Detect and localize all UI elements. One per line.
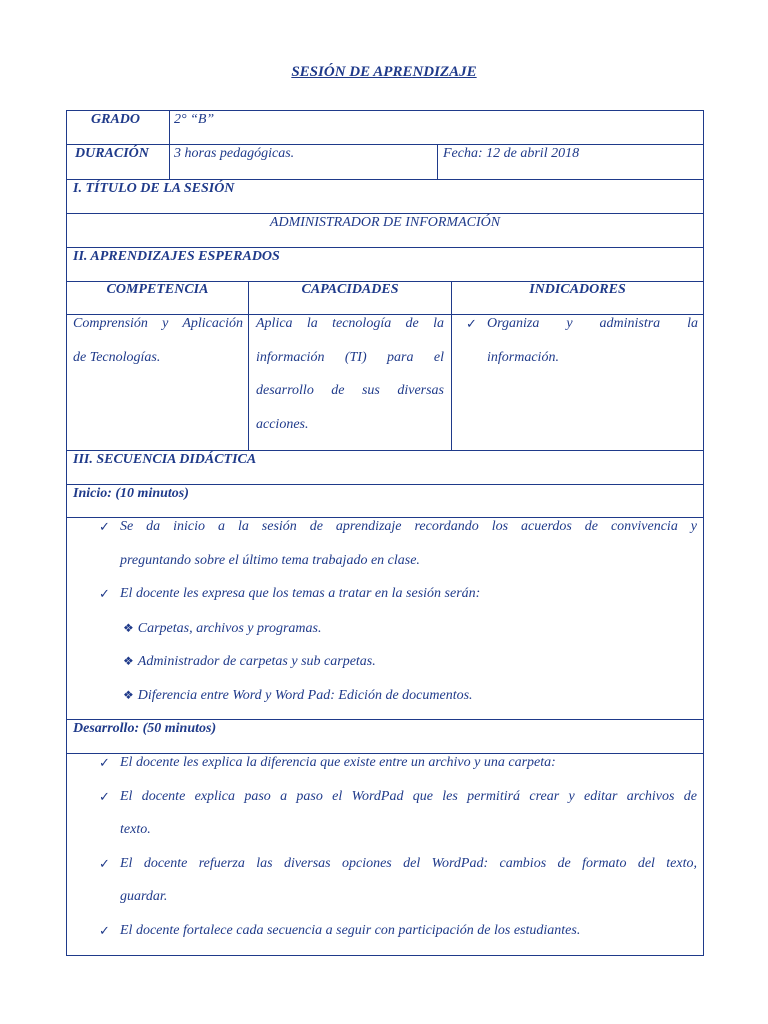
check-icon: ✓ [99,856,110,871]
competencia-line-2: de Tecnologías. [73,350,161,365]
page-title: SESIÓN DE APRENDIZAJE [291,64,477,80]
inicio-sub-2: ❖ Administrador de carpetas y sub carpetas. [123,654,376,669]
duracion-label: DURACIÓN [75,146,149,161]
sec2-heading: II. APRENDIZAJES ESPERADOS [73,249,280,264]
duracion-row [67,145,703,180]
indicadores-line-2: información. [487,350,559,365]
inicio-item1-line1: Se da inicio a la sesión de aprendizaje recordando los acuerdos de convivencia y [120,519,697,534]
session-table [66,110,704,956]
indicadores-cell [451,315,703,450]
inicio-item1-line2: preguntando sobre el último tema trabajado en clase. [120,553,420,568]
competencia-line-1: Comprensión y Aplicación [73,316,243,331]
check-icon: ✓ [99,923,110,938]
sec1-heading: I. TÍTULO DE LA SESIÓN [73,181,235,196]
inicio-body-row [67,518,703,720]
capacidades-line-3: desarrollo de sus diversas [256,383,444,398]
duracion-value: 3 horas pedagógicas. [174,146,295,161]
capacidades-line-1: Aplica la tecnología de la [256,316,444,331]
diamond-bullet-icon: ❖ [123,688,134,702]
desarrollo-item3-line2: guardar. [120,889,168,904]
sec1-value-row [67,214,703,248]
desarrollo-item2-line1: El docente explica paso a paso el WordPad que les permitirá crear y editar archivos de [120,789,697,804]
competencia-cell [67,315,248,450]
grado-label: GRADO [91,112,141,127]
diamond-bullet-icon: ❖ [123,654,134,668]
indicadores-line-1: Organiza y administra la [487,316,698,331]
desarrollo-item2-line2: texto. [120,822,151,837]
sec3-heading-row [67,451,703,485]
session-name: ADMINISTRADOR DE INFORMACIÓN [269,215,501,230]
diamond-bullet-icon: ❖ [123,621,134,635]
desarrollo-item4: El docente fortalece cada secuencia a seguir con participación de los estudiantes. [120,923,581,938]
check-icon: ✓ [99,519,110,534]
grado-row [67,111,703,145]
col-capacidades: CAPACIDADES [248,282,451,314]
check-icon: ✓ [466,316,477,331]
check-icon: ✓ [99,755,110,770]
col-indicadores: INDICADORES [451,282,703,314]
grado-value: 2° “B” [174,112,215,127]
check-icon: ✓ [99,789,110,804]
capacidades-line-4: acciones. [256,417,309,432]
capacidades-line-2: información (TI) para el [256,350,444,365]
desarrollo-item3-line1: El docente refuerza las diversas opciones del WordPad: cambios de formato del texto, [120,856,697,871]
desarrollo-body-row [67,754,703,955]
desarrollo-label: Desarrollo: (50 minutos) [73,721,217,736]
check-icon: ✓ [99,586,110,601]
inicio-sub-3: ❖ Diferencia entre Word y Word Pad: Edición de documentos. [123,688,473,703]
inicio-sub-1: ❖ Carpetas, archivos y programas. [123,621,322,636]
sec2-body-row [67,315,703,451]
capacidades-cell [248,315,451,450]
inicio-item2: El docente les expresa que los temas a tratar en la sesión serán: [120,586,481,601]
sec3-heading: III. SECUENCIA DIDÁCTICA [73,452,257,467]
sec2-heading-row [67,248,703,282]
sec1-heading-row [67,180,703,214]
col-competencia: COMPETENCIA [106,282,209,297]
desarrollo-item1: El docente les explica la diferencia que existe entre un archivo y una carpeta: [120,755,556,770]
fecha-value: Fecha: 12 de abril 2018 [443,146,580,161]
inicio-label: Inicio: (10 minutos) [73,486,189,501]
